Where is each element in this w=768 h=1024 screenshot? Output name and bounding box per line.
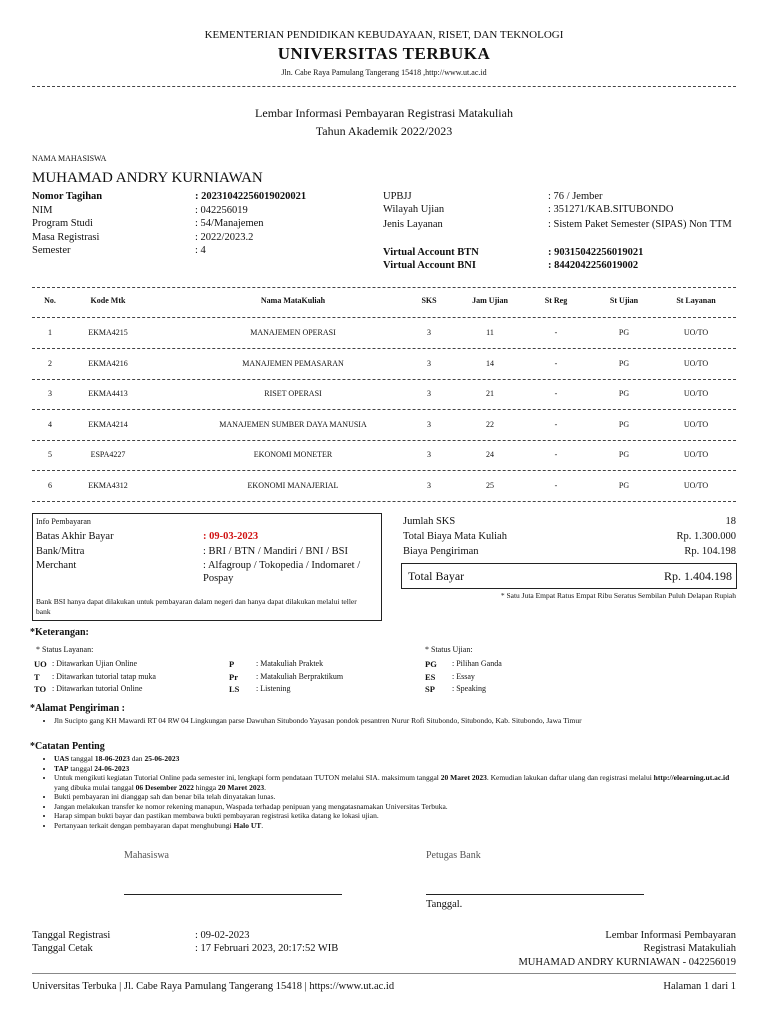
- table-header-cell: SKS: [421, 296, 437, 305]
- alamat-title: *Alamat Pengiriman :: [30, 703, 125, 714]
- table-cell: UO/TO: [683, 419, 709, 429]
- table-cell: 4: [48, 419, 52, 429]
- table-cell: ESPA4227: [90, 450, 126, 459]
- ministry-name: KEMENTERIAN PENDIDIKAN KEBUDAYAAN, RISET, DAN TEKNOLOGI: [204, 29, 564, 41]
- keterangan-desc: : Ditawarkan tutorial tatap muka: [52, 671, 156, 681]
- document-title: Lembar Informasi Pembayaran Registrasi Matakuliah: [255, 106, 513, 120]
- course-table-header: [32, 296, 736, 308]
- va-bni-value: : 8442042256019002: [548, 260, 639, 271]
- table-header-cell: Kode Mtk: [90, 296, 126, 305]
- left-info-value: : 20231042256019020021: [195, 191, 307, 202]
- tuton-c: yang dibuka mulai tanggal: [54, 782, 136, 792]
- tanggal-cetak-value: : 17 Februari 2023, 20:17:52 WIB: [195, 943, 339, 954]
- va-btn-value: : 90315042256019021: [548, 247, 644, 258]
- alamat-item: • Jln Sucipto gang KH Mawardi RT 04 RW 04 Lingkungan parse Dawuhan Situbondo Yayasan pondok pesantren Nurur Rofi Situbondo, Situbondo, Kab. Situbondo, Jawa Timur: [54, 716, 730, 726]
- table-header-cell: Nama MataKuliah: [260, 296, 326, 305]
- table-cell: 21: [486, 389, 494, 398]
- left-info-value: : 042256019: [195, 204, 248, 216]
- keterangan-desc: : Matakuliah Berpraktikum: [256, 671, 344, 681]
- footer-page-number: Halaman 1 dari 1: [663, 981, 736, 992]
- table-cell: PG: [618, 419, 630, 429]
- biaya-pengiriman-value: Rp. 104.198: [684, 546, 736, 557]
- bsi-note: Bank BSI hanya dapat dilakukan untuk pembayaran dalam negeri dan hanya dapat dilakukan melalui teller bank: [36, 597, 357, 616]
- table-cell: 3: [427, 480, 431, 490]
- table-header-cell: St Layanan: [676, 296, 716, 305]
- terbilang: * Satu Juta Empat Ratus Empat Ribu Seratus Sembilan Puluh Delapan Rupiah: [500, 591, 736, 600]
- upbjj-label: UPBJJ: [383, 191, 412, 202]
- tanggal-registrasi-label: Tanggal Registrasi: [32, 930, 111, 941]
- academic-year: Tahun Akademik 2022/2023: [315, 124, 453, 138]
- jumlah-sks-value: 18: [725, 516, 736, 527]
- uas-date-1: 18-06-2023: [94, 754, 130, 763]
- university-address: Jln. Cabe Raya Pamulang Tangerang 15418 ,http://www.ut.ac.id: [281, 68, 487, 77]
- total-bayar-value: Rp. 1.404.198: [663, 569, 732, 583]
- keterangan-code: T: [34, 671, 40, 682]
- left-info-label: Nomor Tagihan: [32, 191, 103, 202]
- catatan-simpan: • Harap simpan bukti bayar dan pastikan membawa bukti pembayaran registrasi ketika datang ke lokasi ujian.: [54, 811, 730, 821]
- table-cell: 3: [427, 419, 431, 429]
- table-cell: 6: [48, 480, 52, 490]
- keterangan-title: *Keterangan:: [30, 627, 89, 638]
- table-row: [32, 440, 736, 470]
- payment-info-title: Info Pembayaran: [36, 517, 91, 526]
- course-table-body: [32, 318, 736, 498]
- va-bni-label: Virtual Account BNI: [383, 260, 476, 271]
- table-cell: PG: [618, 358, 630, 368]
- biaya-pengiriman-label: Biaya Pengiriman: [403, 546, 479, 557]
- table-row: [32, 410, 736, 440]
- elearning-link[interactable]: http://elearning.ut.ac.id: [653, 773, 730, 782]
- left-info-label: Masa Registrasi: [32, 231, 100, 243]
- table-cell: 22: [486, 419, 494, 429]
- table-row: [32, 379, 736, 409]
- catatan-bukti: • Bukti pembayaran ini dianggap sah dan benar bila telah dinyatakan lunas.: [54, 792, 730, 802]
- catatan-list: [40, 754, 730, 830]
- keterangan-desc: : Pilihan Ganda: [452, 659, 502, 668]
- upbjj-value: : 76 / Jember: [548, 191, 603, 202]
- keterangan-code: UO: [34, 659, 47, 669]
- deadline-value: : 09-03-2023: [203, 531, 259, 542]
- keterangan-code: ES: [425, 671, 436, 682]
- tanggal-cetak-label: Tanggal Cetak: [32, 943, 93, 954]
- catatan-tap: [54, 764, 730, 774]
- keterangan-desc: : Ditawarkan Ujian Online: [52, 659, 138, 668]
- status-ujian-title: * Status Ujian:: [425, 645, 473, 654]
- deadline-label: Batas Akhir Bayar: [36, 531, 114, 542]
- table-cell: EKMA4216: [88, 358, 128, 368]
- merchant-value: : Alfagroup / Tokopedia / Indomaret / Pospay: [203, 560, 361, 584]
- keterangan-desc: : Matakuliah Praktek: [256, 659, 324, 668]
- keterangan-desc: : Speaking: [452, 684, 486, 693]
- tanya-c: .: [261, 820, 264, 830]
- table-cell: UO/TO: [683, 358, 709, 368]
- table-cell: 5: [48, 450, 52, 459]
- left-info-label: Semester: [32, 245, 71, 256]
- tuton-e: .: [264, 782, 266, 792]
- table-cell: EKMA4312: [88, 480, 128, 490]
- left-info-value: : 2022/2023.2: [195, 231, 254, 243]
- keterangan-code: P: [229, 659, 235, 669]
- va-btn-label: Virtual Account BTN: [383, 247, 479, 258]
- keterangan-desc: : Essay: [452, 671, 475, 681]
- table-cell: 2: [48, 358, 52, 368]
- table-cell: PG: [618, 328, 630, 337]
- table-cell: RISET OPERASI: [264, 389, 322, 398]
- table-row-divider: [32, 501, 736, 502]
- student-name-label: NAMA MAHASISWA: [32, 154, 107, 163]
- table-cell: MANAJEMEN OPERASI: [250, 328, 336, 337]
- total-biaya-label: Total Biaya Mata Kuliah: [403, 531, 507, 542]
- table-header-cell: St Reg: [544, 296, 568, 305]
- signature-tanggal: Tanggal.: [426, 899, 463, 910]
- table-cell: MANAJEMEN SUMBER DAYA MANUSIA: [219, 419, 367, 429]
- footer-divider: [32, 973, 736, 974]
- catatan-title: *Catatan Penting: [30, 741, 105, 752]
- uas-label: UAS: [54, 754, 70, 763]
- table-cell: PG: [618, 480, 630, 490]
- table-cell: EKMA4214: [88, 419, 128, 429]
- total-biaya-value: Rp. 1.300.000: [676, 531, 736, 542]
- wilayah-label: Wilayah Ujian: [383, 204, 445, 215]
- uas-mid: dan: [129, 754, 145, 763]
- table-cell: MANAJEMEN PEMASARAN: [242, 358, 344, 368]
- uas-date-2: 25-06-2023: [144, 754, 180, 763]
- jumlah-sks-label: Jumlah SKS: [403, 516, 456, 527]
- keterangan-desc: : Listening: [256, 684, 291, 693]
- table-cell: 24: [486, 450, 494, 459]
- catatan-tanya: [54, 821, 730, 831]
- footer-address: Universitas Terbuka | Jl. Cabe Raya Pamulang Tangerang 15418 | https://www.ut.ac.id: [32, 981, 395, 992]
- footer-right-line3: MUHAMAD ANDRY KURNIAWAN - 042256019: [518, 957, 736, 968]
- keterangan-code: LS: [229, 684, 240, 694]
- left-info-label: Program Studi: [32, 218, 93, 229]
- total-bayar-label: Total Bayar: [408, 569, 465, 583]
- left-info-label: NIM: [32, 204, 53, 216]
- table-cell: EKMA4215: [88, 328, 128, 337]
- table-cell: -: [554, 419, 558, 429]
- bank-value: : BRI / BTN / Mandiri / BNI / BSI: [203, 546, 348, 557]
- tanya-b: Halo UT: [233, 820, 262, 830]
- university-name: UNIVERSITAS TERBUKA: [277, 44, 491, 63]
- table-header-cell: Jam Ujian: [472, 296, 508, 305]
- table-cell: 3: [427, 358, 431, 368]
- keterangan-code: PG: [425, 659, 437, 669]
- left-info-value: : 54/Manajemen: [195, 218, 264, 229]
- table-top-divider: [32, 287, 736, 288]
- table-cell: -: [554, 480, 558, 490]
- catatan-tuton: [54, 773, 730, 792]
- keterangan-code: TO: [34, 684, 47, 694]
- bank-label: Bank/Mitra: [36, 546, 85, 557]
- total-bayar-box: [401, 563, 737, 589]
- table-header-cell: No.: [44, 296, 56, 305]
- table-cell: 1: [48, 328, 52, 337]
- table-cell: EKONOMI MANAJERIAL: [247, 480, 339, 490]
- tap-label: TAP: [54, 763, 69, 773]
- tanggal-registrasi-value: : 09-02-2023: [195, 930, 250, 941]
- tuton-date-3: 20 Maret 2023: [218, 782, 265, 792]
- table-cell: UO/TO: [683, 389, 709, 398]
- signature-petugas-label: Petugas Bank: [426, 850, 481, 861]
- table-cell: 3: [48, 389, 52, 398]
- table-cell: EKMA4413: [88, 389, 128, 398]
- footer-right-line1: Lembar Informasi Pembayaran: [605, 930, 736, 941]
- tuton-a: Untuk mengikuti kegiatan Tutorial Online pada semester ini, lengkapi form pendataan TUTON melalui SIA. maksimum tanggal: [54, 773, 441, 782]
- signature-mahasiswa-label: Mahasiswa: [124, 850, 169, 861]
- tuton-date-2: 06 Desember 2022: [135, 782, 194, 792]
- footer-right-line2: Registrasi Matakuliah: [643, 943, 736, 954]
- table-cell: -: [554, 358, 558, 368]
- table-cell: 14: [486, 358, 494, 368]
- table-cell: PG: [618, 450, 630, 459]
- table-cell: 11: [486, 328, 494, 337]
- header-divider: [32, 86, 736, 87]
- table-cell: PG: [618, 389, 630, 398]
- status-layanan-title: * Status Layanan:: [36, 645, 94, 654]
- keterangan-desc: : Ditawarkan tutorial Online: [52, 684, 143, 693]
- table-cell: -: [554, 450, 558, 459]
- table-header-cell: St Ujian: [609, 296, 639, 305]
- table-cell: 3: [427, 389, 431, 398]
- payment-info-box: [32, 513, 382, 621]
- table-cell: -: [554, 328, 558, 337]
- table-cell: 3: [427, 328, 431, 337]
- tap-pre: tanggal: [68, 763, 95, 773]
- merchant-label: Merchant: [36, 560, 77, 571]
- uas-pre: tanggal: [69, 754, 95, 763]
- catatan-uas: [54, 754, 730, 764]
- jenis-layanan-label: Jenis Layanan: [383, 219, 443, 230]
- left-info-value: : 4: [195, 245, 206, 256]
- wilayah-value: : 351271/KAB.SITUBONDO: [548, 204, 674, 215]
- table-cell: 25: [486, 480, 494, 490]
- table-row: [32, 349, 736, 379]
- signature-mahasiswa-line: [124, 894, 342, 895]
- tuton-d: hingga: [193, 782, 219, 792]
- table-cell: 3: [427, 450, 431, 459]
- signature-petugas-line: [426, 894, 644, 895]
- tuton-date-1: 20 Maret 2023: [440, 773, 487, 782]
- table-cell: UO/TO: [683, 480, 709, 490]
- alamat-text: [40, 716, 730, 726]
- student-name: MUHAMAD ANDRY KURNIAWAN: [32, 170, 263, 186]
- tanya-a: Pertanyaan terkait dengan pembayaran dapat menghubungi: [54, 820, 234, 830]
- table-cell: EKONOMI MONETER: [253, 450, 333, 459]
- keterangan-code: SP: [425, 684, 435, 694]
- table-row: [32, 318, 736, 348]
- tuton-b: . Kemudian lakukan daftar ulang dan registrasi melalui: [486, 773, 654, 782]
- table-cell: UO/TO: [683, 450, 709, 459]
- catatan-transfer: • Jangan melakukan transfer ke nomor rekening manapun, Waspada terhadap penipuan yang mengatasnamakan Universitas Terbuka.: [54, 802, 730, 812]
- table-cell: -: [554, 389, 558, 398]
- table-cell: UO/TO: [683, 328, 709, 337]
- jenis-layanan-value: : Sistem Paket Semester (SIPAS) Non TTM: [548, 219, 732, 230]
- tap-date: 24-06-2023: [94, 763, 130, 773]
- keterangan-code: Pr: [229, 671, 238, 682]
- table-row: [32, 471, 736, 501]
